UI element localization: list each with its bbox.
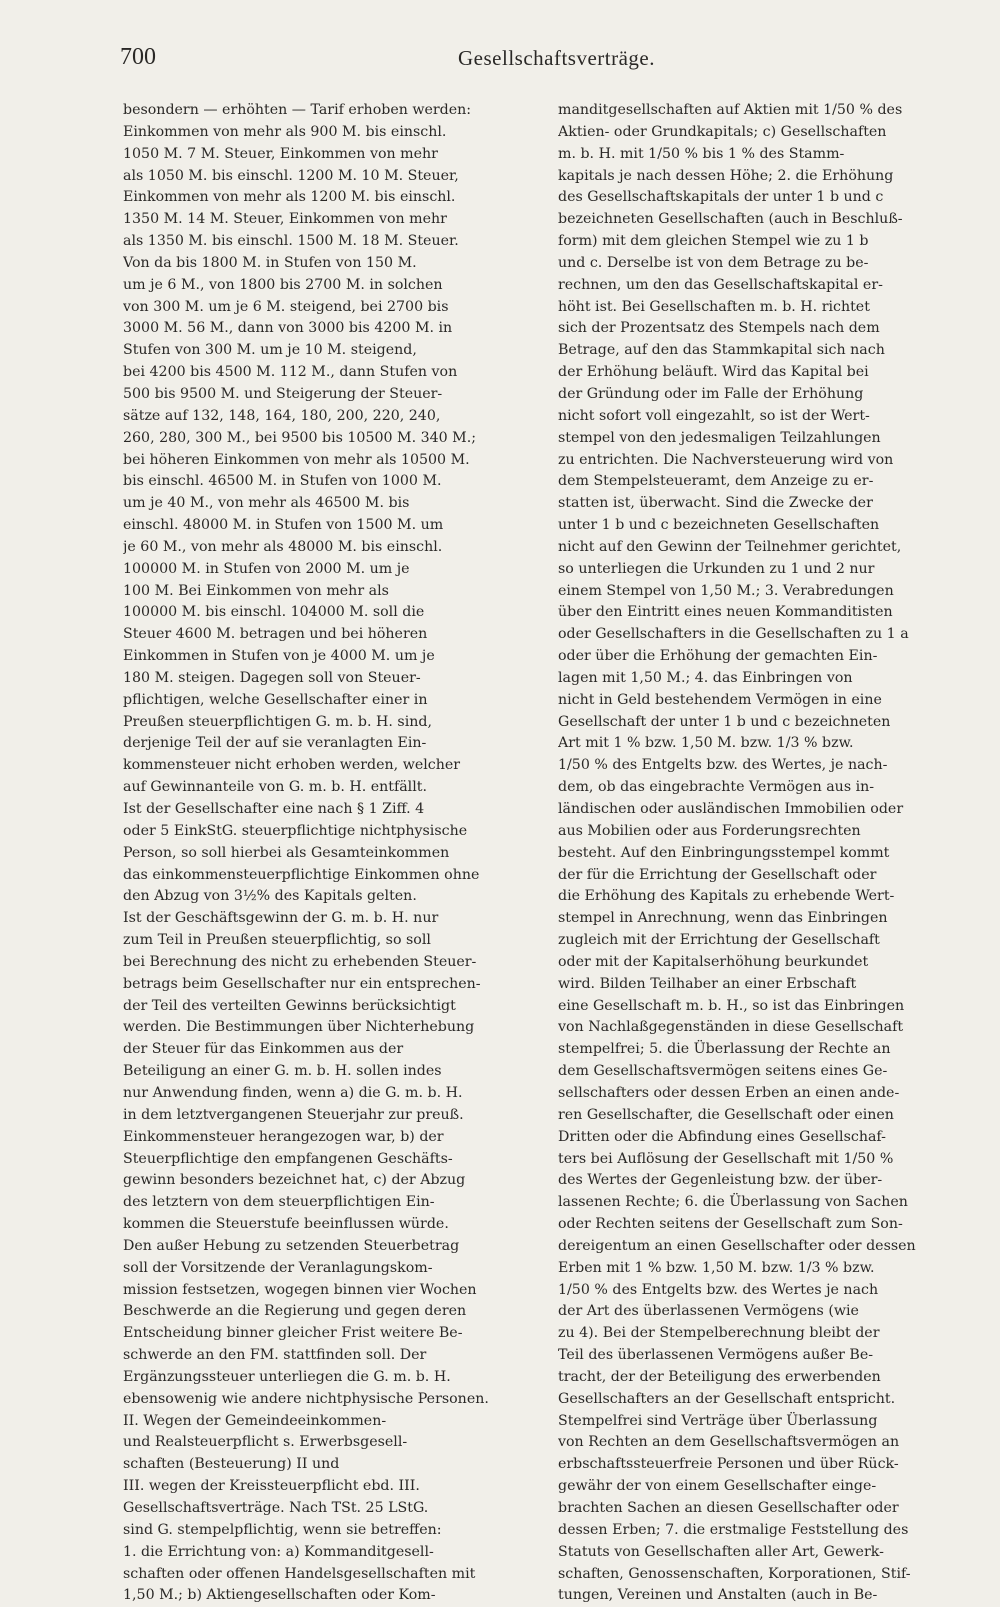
left-column-line: einschl. 48000 M. in Stufen von 1500 M. um [123,517,444,534]
right-column-line: dessen Erben; 7. die erstmalige Feststellung des [558,1521,909,1538]
right-column-line: 1/50 % des Entgelts bzw. des Wertes, je nach- [558,757,888,774]
right-column-line: kapitals je nach dessen Höhe; 2. die Erhöhung [558,167,894,184]
right-column-line: Statuts von Gesellschaften aller Art, Gewerk- [558,1543,884,1560]
left-column-line: um je 6 M., von 1800 bis 2700 M. in solchen [123,276,443,293]
left-column-line: 500 bis 9500 M. und Steigerung der Steuer- [123,385,443,402]
right-column-line: über den Eintritt eines neuen Kommanditisten [558,604,893,621]
page-header [120,44,960,84]
right-column-line: Betrage, auf den das Stammkapital sich nach [558,342,885,359]
right-column-line: Art mit 1 % bzw. 1,50 M. bzw. 1/3 % bzw. [558,735,854,752]
left-column-line: das einkommensteuerpflichtige Einkommen ohne [123,866,480,883]
left-column-line: 260, 280, 300 M., bei 9500 bis 10500 M. 340 M.; [123,429,476,446]
left-column-line: III. wegen der Kreissteuerpflicht ebd. III. [123,1478,420,1495]
right-column-line: der Art des überlassenen Vermögens (wie [558,1303,859,1320]
left-column-line: pflichtigen, welche Gesellschafter einer in [123,691,428,708]
right-column-line: von Rechten an dem Gesellschaftsvermögen an [558,1434,900,1451]
left-column-line: II. Wegen der Gemeindeeinkommen- [123,1412,387,1429]
right-column-line: dem Gesellschaftsvermögen seitens eines Ge- [558,1063,888,1080]
left-column-line: Beschwerde an die Regierung und gegen deren [123,1303,467,1320]
right-column-line: sich der Prozentsatz des Stempels nach dem [558,320,880,337]
right-column-line: dereigentum an einen Gesellschafter oder dessen [558,1237,916,1254]
left-column-line: auf Gewinnanteile von G. m. b. H. entfällt. [123,779,427,796]
left-column-line: Preußen steuerpflichtigen G. m. b. H. sind, [123,713,432,730]
right-column-line: unter 1 b und c bezeichneten Gesellschaften [558,517,880,534]
left-column-line: Steuer 4600 M. betragen und bei höheren [123,626,428,643]
right-column-line: aus Mobilien oder aus Forderungsrechten [558,822,861,839]
left-column-line: Entscheidung binner gleicher Frist weitere Be- [123,1325,463,1342]
left-column-line: 100 M. Bei Einkommen von mehr als [123,582,389,599]
right-column-line: ren Gesellschafter, die Gesellschaft oder einen [558,1106,894,1123]
left-column-line: Einkommen von mehr als 900 M. bis einschl. [123,123,447,140]
left-column-line: den Abzug von 3½% des Kapitals gelten. [123,888,417,905]
right-column-line: des Gesellschaftskapitals der unter 1 b und c [558,189,884,206]
left-column-line: als 1350 M. bis einschl. 1500 M. 18 M. Steuer. [123,233,459,250]
left-column-line: soll der Vorsitzende der Veranlagungskom- [123,1259,433,1276]
right-column-line: dem Stempelsteueramt, dem Anzeige zu er- [558,473,874,490]
left-column-line: schwerde an den FM. stattfinden soll. Der [123,1347,427,1364]
right-column-line: und c. Derselbe ist von dem Betrage zu be- [558,254,869,271]
right-column-line: Gesellschaft der unter 1 b und c bezeichneten [558,713,891,730]
right-column-line: rechnen, um den das Gesellschaftskapital er- [558,276,883,293]
left-column-line: zum Teil in Preußen steuerpflichtig, so soll [123,932,431,949]
left-column-line: Den außer Hebung zu setzenden Steuerbetrag [123,1237,460,1254]
left-column-line: um je 40 M., von mehr als 46500 M. bis [123,495,410,512]
left-column-line: Von da bis 1800 M. in Stufen von 150 M. [123,254,417,271]
left-column-line: der Steuer für das Einkommen aus der [123,1041,404,1058]
left-column-line: werden. Die Bestimmungen über Nichterhebung [123,1019,475,1036]
left-column-line: des letztern von dem steuerpflichtigen Ein- [123,1194,435,1211]
left-column-line: von 300 M. um je 6 M. steigend, bei 2700 bis [123,298,449,315]
left-column-line: schaften oder offenen Handelsgesellschaften mit [123,1565,476,1582]
left-column-line: bis einschl. 46500 M. in Stufen von 1000 M. [123,473,442,490]
left-column-line: 1,50 M.; b) Aktiengesellschaften oder Kom- [123,1587,436,1604]
right-column-line: Teil des überlassenen Vermögens außer Be- [558,1347,874,1364]
right-column-line: sellschafters oder dessen Erben an einen ande- [558,1084,900,1101]
right-column-line: Aktien- oder Grundkapitals; c) Gesellschaften [558,123,887,140]
right-column-line: oder über die Erhöhung der gemachten Ein- [558,648,878,665]
left-column-line: sind G. stempelpflichtig, wenn sie betreffen: [123,1521,442,1538]
left-column-line: Stufen von 300 M. um je 10 M. steigend, [123,342,417,359]
right-column-line: Erben mit 1 % bzw. 1,50 M. bzw. 1/3 % bzw. [558,1259,875,1276]
right-column-line: tracht, der der Beteiligung des erwerbenden [558,1368,881,1385]
left-column-line: Ist der Geschäftsgewinn der G. m. b. H. nur [123,910,439,927]
right-column-line: oder mit der Kapitalserhöhung beurkundet [558,953,869,970]
right-column-line: der für die Errichtung der Gesellschaft oder [558,866,877,883]
right-column-line: form) mit dem gleichen Stempel wie zu 1 b [558,233,869,250]
left-column-line: ebensowenig wie andere nichtphysische Personen. [123,1390,489,1407]
left-column-line: kommensteuer nicht erhoben werden, welcher [123,757,461,774]
left-column-line: Ergänzungssteuer unterliegen die G. m. b. H. [123,1368,451,1385]
right-column-line: oder Gesellschafters in die Gesellschaften zu 1 a [558,626,909,643]
left-column-line: bei 4200 bis 4500 M. 112 M., dann Stufen von [123,364,458,381]
left-text-column [123,100,545,1607]
right-column-line: 1/50 % des Entgelts bzw. des Wertes je nach [558,1281,879,1298]
right-column-line: m. b. H. mit 1/50 % bis 1 % des Stamm- [558,145,845,162]
left-column-line: Einkommen in Stufen von je 4000 M. um je [123,648,435,665]
left-column-line: 3000 M. 56 M., dann von 3000 bis 4200 M. in [123,320,453,337]
right-column-line: Gesellschafters an der Gesellschaft entspricht. [558,1390,896,1407]
left-column-line: bei höheren Einkommen von mehr als 10500 M. [123,451,470,468]
right-column-line: eine Gesellschaft m. b. H., so ist das Einbringen [558,997,905,1014]
right-column-line: höht ist. Bei Gesellschaften m. b. H. richtet [558,298,870,315]
left-column-line: Ist der Gesellschafter eine nach § 1 Ziff. 4 [123,801,425,817]
left-column-line: schaften (Besteuerung) II und [123,1456,340,1473]
right-text-column [558,100,980,1607]
right-column-line: erbschaftssteuerfreie Personen und über Rück- [558,1456,899,1473]
right-column-line: nicht sofort voll eingezahlt, so ist der Wert- [558,407,870,424]
left-column-line: 180 M. steigen. Dagegen soll von Steuer- [123,669,421,686]
right-column-line: nicht auf den Gewinn der Teilnehmer gerichtet, [558,538,902,555]
right-column-line: Stempelfrei sind Verträge über Überlassung [558,1412,878,1429]
left-column-line: der Teil des verteilten Gewinns berücksichtigt [123,997,456,1014]
left-column-line: bei Berechnung des nicht zu erhebenden Steuer- [123,953,477,970]
right-column-line: stempel in Anrechnung, wenn das Einbringen [558,910,888,927]
left-column-line: je 60 M., von mehr als 48000 M. bis einschl. [123,538,443,555]
right-column-line: der Gründung oder im Falle der Erhöhung [558,385,864,402]
right-column-line: ländischen oder ausländischen Immobilien oder [558,801,904,817]
left-column-line: Gesellschaftsverträge. Nach TSt. 25 LStG. [123,1500,429,1516]
right-column-line: dem, ob das eingebrachte Vermögen aus in- [558,779,875,796]
left-column-line: gewinn besonders bezeichnet hat, c) der Abzug [123,1172,466,1189]
right-column-line: wird. Bilden Teilhaber an einer Erbschaft [558,975,857,992]
right-column-line: Dritten oder die Abfindung eines Gesellschaf- [558,1128,886,1145]
left-column-line: Beteiligung an einer G. m. b. H. sollen indes [123,1063,442,1080]
right-column-line: ters bei Auflösung der Gesellschaft mit 1/50 % [558,1150,894,1167]
left-column-line: und Realsteuerpflicht s. Erwerbsgesell- [123,1434,408,1451]
left-column-line: 100000 M. in Stufen von 2000 M. um je [123,560,410,577]
running-head: Gesellschaftsverträge. [458,46,655,70]
left-column-line: kommen die Steuerstufe beeinflussen würde. [123,1216,449,1233]
left-column-line: sätze auf 132, 148, 164, 180, 200, 220, 240, [123,407,441,424]
right-column-line: nicht in Geld bestehendem Vermögen in eine [558,691,882,708]
left-column-line: besondern — erhöhten — Tarif erhoben werden: [123,102,472,118]
right-column-line: der Erhöhung beläuft. Wird das Kapital bei [558,364,869,381]
left-column-line: 1350 M. 14 M. Steuer, Einkommen von mehr [123,211,447,228]
right-column-line: lassenen Rechte; 6. die Überlassung von Sachen [558,1194,908,1211]
left-column-line: mission festsetzen, wogegen binnen vier Wochen [123,1281,477,1298]
left-column-line: 1050 M. 7 M. Steuer, Einkommen von mehr [123,145,438,162]
right-column-line: lagen mit 1,50 M.; 4. das Einbringen von [558,669,853,686]
left-column-line: Einkommensteuer herangezogen war, b) der [123,1128,444,1145]
right-column-line: bezeichneten Gesellschaften (auch in Beschluß- [558,211,903,228]
right-column-line: zu 4). Bei der Stempelberechnung bleibt der [558,1325,880,1342]
right-column-line: stempelfrei; 5. die Überlassung der Rechte an [558,1041,891,1058]
left-column-line: betrags beim Gesellschafter nur ein entsprechen- [123,975,481,992]
right-column-line: manditgesellschaften auf Aktien mit 1/50 % des [558,102,903,118]
right-column-line: brachten Sachen an diesen Gesellschafter oder [558,1500,899,1516]
left-column-line: in dem letztvergangenen Steuerjahr zur preuß. [123,1106,464,1123]
right-column-line: die Erhöhung des Kapitals zu erhebende Wert- [558,888,895,905]
right-column-line: besteht. Auf den Einbringungsstempel kommt [558,844,890,861]
left-column-line: als 1050 M. bis einschl. 1200 M. 10 M. Steuer, [123,167,459,184]
left-column-line: Steuerpflichtige den empfangenen Geschäfts- [123,1150,453,1167]
left-column-line: derjenige Teil der auf sie veranlagten Ein- [123,735,427,752]
page-number: 700 [120,44,156,70]
right-column-line: des Wertes der Gegenleistung bzw. der über- [558,1172,883,1189]
right-column-line: zu entrichten. Die Nachversteuerung wird von [558,451,894,468]
right-column-line: stempel von den jedesmaligen Teilzahlungen [558,429,881,446]
right-column-line: so unterliegen die Urkunden zu 1 und 2 nur [558,560,875,577]
left-column-line: nur Anwendung finden, wenn a) die G. m. b. H. [123,1084,463,1101]
right-column-line: tungen, Vereinen und Anstalten (auch in Be- [558,1587,878,1604]
right-column-line: zugleich mit der Errichtung der Gesellschaft [558,932,880,949]
right-column-line: von Nachlaßgegenständen in diese Gesellschaft [558,1019,904,1036]
right-column-line: statten ist, überwacht. Sind die Zwecke der [558,495,873,512]
left-column-line: 1. die Errichtung von: a) Kommanditgesell- [123,1543,434,1560]
left-column-line: Einkommen von mehr als 1200 M. bis einschl. [123,189,456,206]
right-column-line: oder Rechten seitens der Gesellschaft zum Son- [558,1216,903,1233]
left-column-line: 100000 M. bis einschl. 104000 M. soll die [123,604,425,621]
left-column-line: Person, so soll hierbei als Gesamteinkommen [123,844,450,861]
right-column-line: einem Stempel von 1,50 M.; 3. Verabredungen [558,582,894,599]
right-column-line: schaften, Genossenschaften, Korporationen, Stif- [558,1565,911,1582]
left-column-line: oder 5 EinkStG. steuerpflichtige nichtphysische [123,822,468,839]
right-column-line: gewähr der von einem Gesellschafter einge- [558,1478,877,1495]
